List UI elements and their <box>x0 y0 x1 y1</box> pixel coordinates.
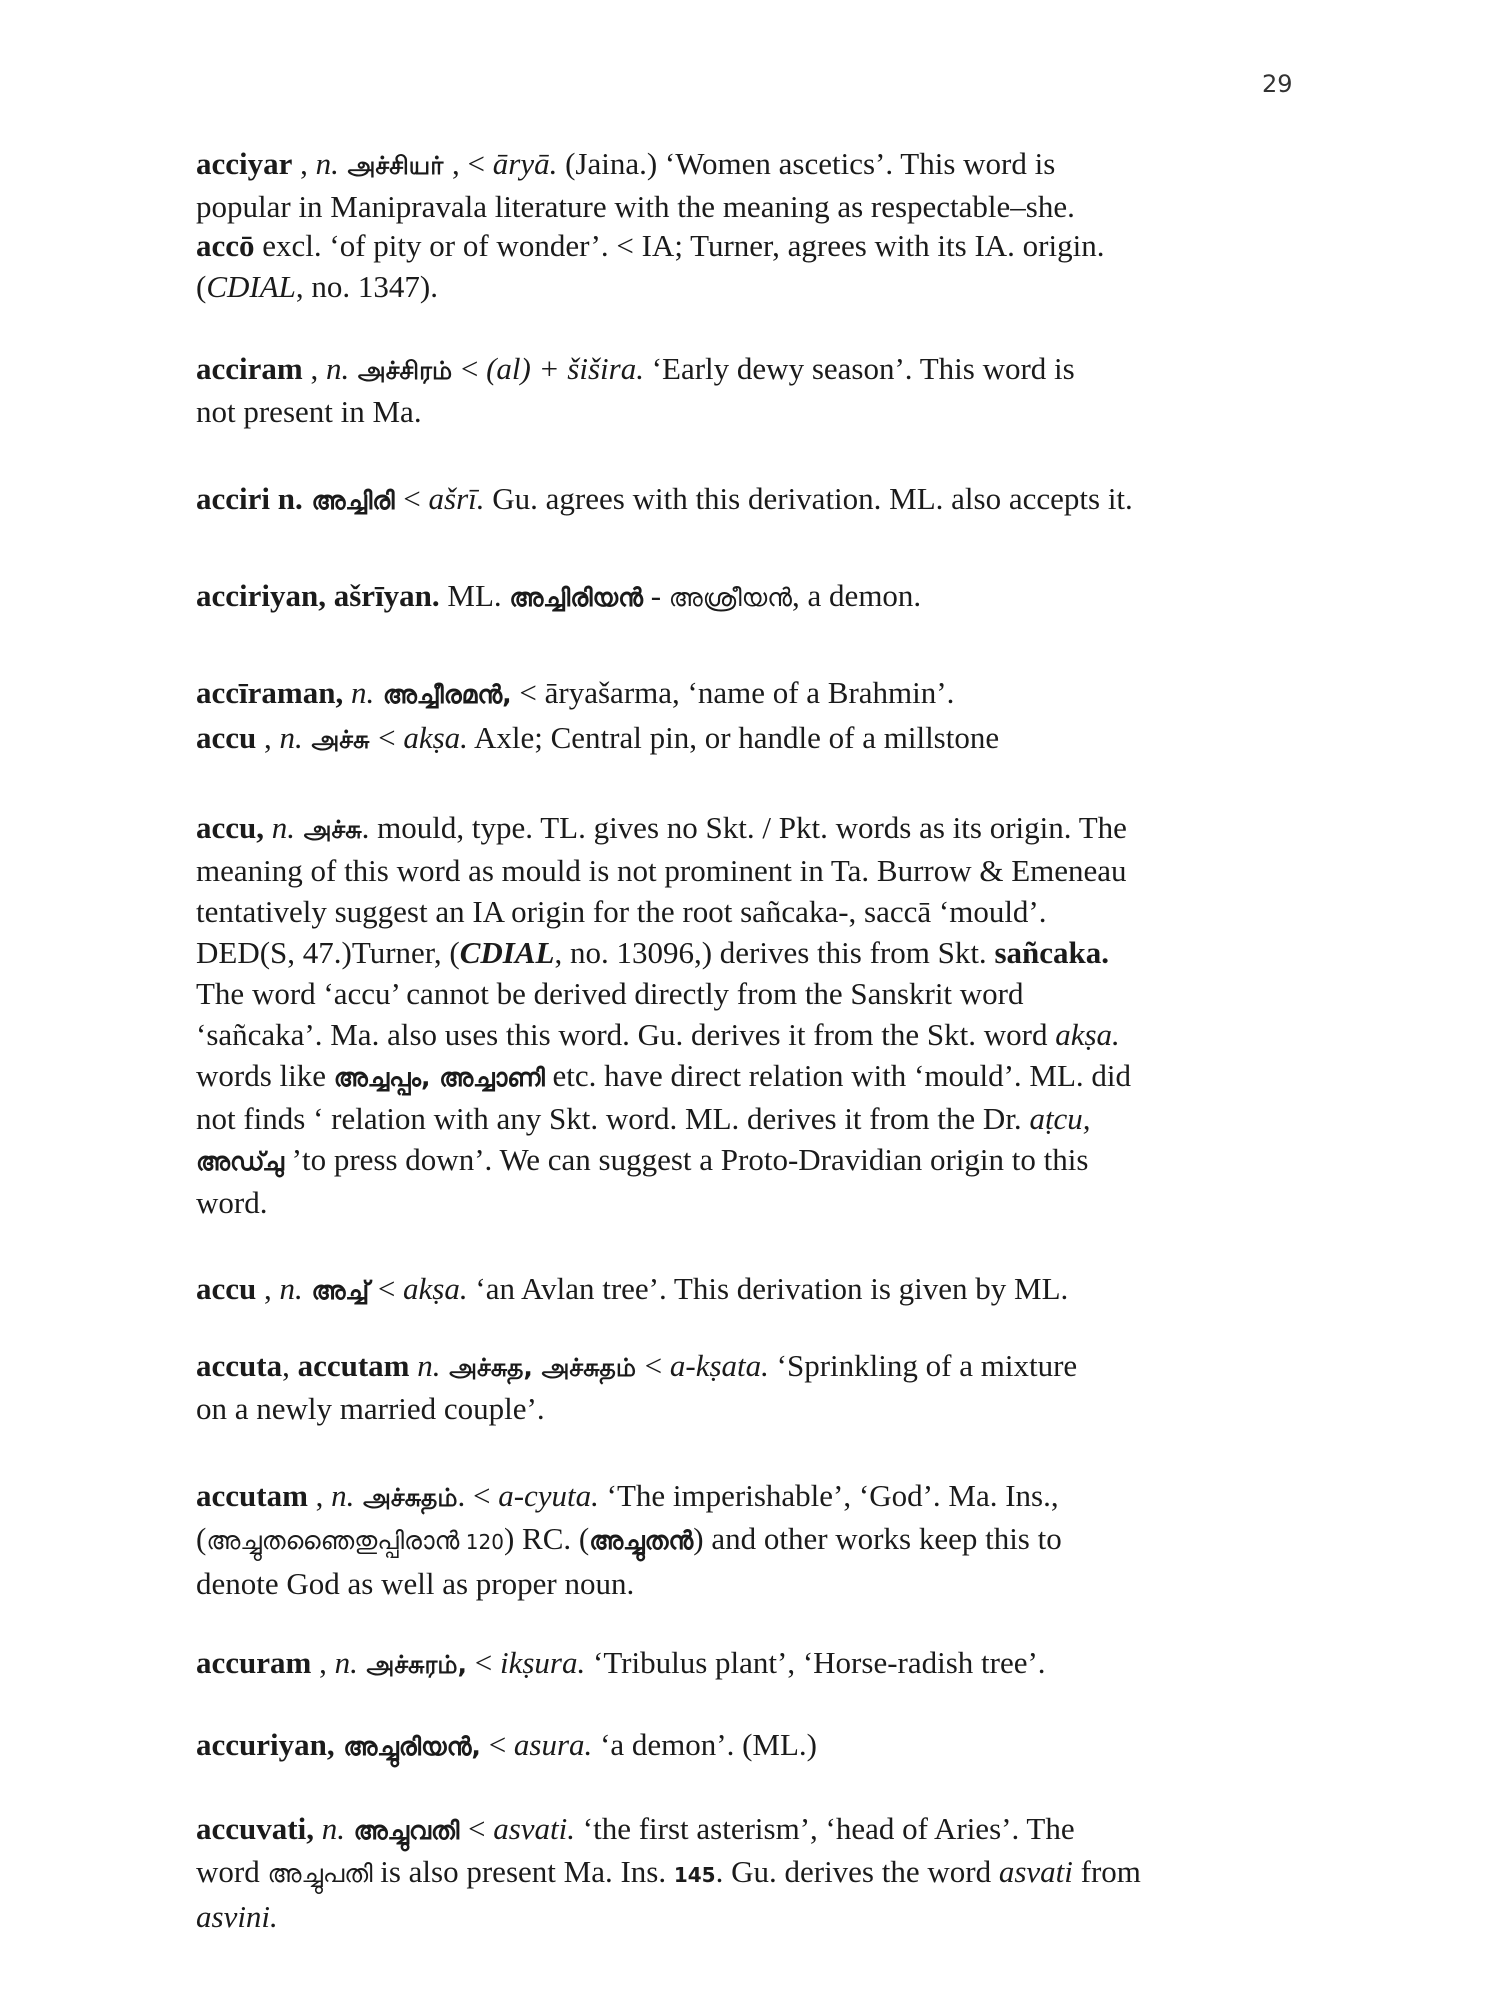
entry-line: denote God as well as proper noun. <box>196 1566 635 1601</box>
part-of-speech: n. <box>315 146 339 181</box>
entry-line: not present in Ma. <box>196 394 422 429</box>
text: , no. 1347). <box>295 269 438 304</box>
text: , <box>302 351 326 386</box>
text: is also present Ma. Ins. <box>372 1854 674 1889</box>
tamil-word: அச்சு <box>295 815 362 844</box>
text: < <box>644 1348 670 1383</box>
headword: accu <box>196 1271 257 1306</box>
text: word <box>196 1854 268 1889</box>
headword: accīraman, <box>196 675 344 710</box>
tamil-word: அச்சுத, அச்சுதம் <box>440 1353 645 1382</box>
headword: accuvati, <box>196 1811 314 1846</box>
malayalam-word: അച്ചിരിയൻ <box>509 583 643 612</box>
entry-line <box>196 1098 1326 1139</box>
reference-title: CDIAL <box>206 269 296 304</box>
source-word: a-cyuta. <box>498 1478 599 1513</box>
text: DED(S, 47.)Turner, ( <box>196 935 460 970</box>
entry-line <box>196 225 1326 266</box>
text: ( <box>196 269 207 304</box>
definition: ‘a demon’. (ML.) <box>592 1727 817 1762</box>
malayalam-word: അച്ചുപതി <box>267 1859 373 1888</box>
part-of-speech: n. <box>264 810 296 845</box>
entry-line <box>196 266 1326 307</box>
text: - <box>642 578 669 613</box>
text: ) RC. ( <box>503 1521 590 1556</box>
text: < <box>467 1811 494 1846</box>
definition: ‘the first asterism’, ‘head of Aries’. The <box>575 1811 1075 1846</box>
entry-line: tentatively suggest an IA origin for the root sañcaka-, saccā ‘mould’. <box>196 894 1047 929</box>
text: . Gu. derives the word <box>715 1854 999 1889</box>
headword: accuta <box>196 1348 283 1383</box>
text: < <box>377 1271 404 1306</box>
entry-line <box>196 717 1326 760</box>
headword: accu <box>196 720 257 755</box>
text: ) and other works keep this to <box>693 1521 1062 1556</box>
text: , <box>282 1348 298 1383</box>
entry-acco <box>196 225 1326 307</box>
entry-acciriyan <box>196 575 1326 618</box>
entry-line: meaning of this word as mould is not prominent in Ta. Burrow & Emeneau <box>196 853 1127 888</box>
entry-line <box>196 807 1326 850</box>
headword: accutam <box>297 1348 410 1383</box>
malayalam-word: അഡ്ചു <box>196 1147 284 1176</box>
definition: excl. ‘of pity or of wonder’. < IA; Turner, agrees with its IA. origin. <box>254 228 1105 263</box>
malayalam-word: അച്ചുരിയൻ, <box>334 1732 481 1761</box>
text: < <box>403 481 429 516</box>
source-word: akṣa. <box>1055 1017 1120 1052</box>
entry-line <box>196 1268 1326 1311</box>
part-of-speech: n. <box>279 720 303 755</box>
text: , <box>307 1478 332 1513</box>
part-of-speech: n. <box>325 351 350 386</box>
entry-line <box>196 143 1326 186</box>
headword: accō <box>196 228 255 263</box>
entry-line <box>196 1014 1326 1055</box>
headword: accu, <box>196 810 265 845</box>
definition: , a demon. <box>792 578 922 613</box>
part-of-speech: n. <box>334 1645 358 1680</box>
text: from <box>1072 1854 1141 1889</box>
text: . < <box>457 1478 499 1513</box>
entry-acciyar <box>196 143 1326 227</box>
entry-line <box>196 1724 1326 1767</box>
entry-line <box>196 1808 1326 1851</box>
tamil-word: அச்சுதம் <box>354 1483 458 1512</box>
headword: accuriyan, <box>196 1727 335 1762</box>
entry-line: The word ‘accu’ cannot be derived directly from the Sanskrit word <box>196 976 1024 1011</box>
part-of-speech: n. <box>279 1271 303 1306</box>
headword: acciram <box>196 351 303 386</box>
malayalam-word: അച്ചുതൻ <box>589 1526 694 1555</box>
source-word: asvini. <box>196 1899 278 1934</box>
entry-acciri <box>196 478 1326 521</box>
entry-line <box>196 478 1326 521</box>
part-of-speech: n. <box>343 675 375 710</box>
source-word: asura. <box>513 1727 593 1762</box>
source-word: (al) + šišira. <box>486 351 644 386</box>
malayalam-word: അച്ചിരി <box>302 486 404 515</box>
entry-line <box>196 1345 1326 1388</box>
entry-line <box>196 1851 1326 1896</box>
malayalam-word: അച്ചപ്പം, അച്ചാണി <box>333 1063 545 1092</box>
text: , <box>256 720 280 755</box>
definition: . mould, type. TL. gives no Skt. / Pkt. words as its origin. The <box>361 810 1127 845</box>
definition: (Jaina.) ‘Women ascetics’. This word is <box>557 146 1056 181</box>
headword: accutam <box>196 1478 308 1513</box>
definition: < āryašarma, ‘name of a Brahmin’. <box>511 675 955 710</box>
entry-line <box>196 1518 1326 1563</box>
entry-line <box>196 1475 1326 1518</box>
text: < <box>378 720 404 755</box>
text: ( <box>196 1521 207 1556</box>
source-word: ašrī. <box>428 481 485 516</box>
source-word: asvati. <box>493 1811 576 1846</box>
text: , <box>311 1645 335 1680</box>
entry-line: popular in Manipravala literature with the meaning as respectable–she. <box>196 189 1075 224</box>
definition: ‘The imperishable’, ‘God’. Ma. Ins., <box>598 1478 1059 1513</box>
text: ML. <box>439 578 510 613</box>
entry-line <box>196 932 1326 973</box>
entry-accutam <box>196 1475 1326 1604</box>
entry-accuram <box>196 1642 1326 1685</box>
inscription-number: 145 <box>673 1863 716 1887</box>
malayalam-word: അച്ചുതഞൈതുപ്പിരാൻ <box>206 1526 460 1555</box>
entry-acciram <box>196 348 1326 432</box>
text: ‘sañcaka’. Ma. also uses this word. Gu. derives it from the Skt. word <box>196 1017 1056 1052</box>
malayalam-word: അച്ച് <box>302 1276 378 1305</box>
entry-accu-mould <box>196 807 1326 1223</box>
text: , <box>292 146 316 181</box>
text: etc. have direct relation with ‘mould’. ML. did <box>544 1058 1132 1093</box>
definition: Axle; Central pin, or handle of a millstone <box>467 720 1000 755</box>
text: words like <box>196 1058 334 1093</box>
definition: ‘Sprinkling of a mixture <box>768 1348 1078 1383</box>
source-word: ikṣura. <box>500 1645 586 1680</box>
sanskrit-term: sañcaka. <box>994 935 1109 970</box>
source-word: akṣa. <box>403 720 468 755</box>
entry-line: word. <box>196 1185 268 1220</box>
headword: accuram <box>196 1645 312 1680</box>
text: < <box>460 351 487 386</box>
text: , < <box>452 146 493 181</box>
entry-line <box>196 1055 1326 1098</box>
entry-accu-axle <box>196 717 1326 760</box>
text: < <box>467 1645 500 1680</box>
reference-title: CDIAL <box>459 935 555 970</box>
definition: ‘an Avlan tree’. This derivation is given by ML. <box>467 1271 1069 1306</box>
headword: acciriyan, ašrīyan. <box>196 578 440 613</box>
malayalam-word: അച്ചുവതി <box>344 1816 468 1845</box>
entry-line <box>196 1896 1326 1937</box>
text: , no. 13096,) derives this from Skt. <box>554 935 995 970</box>
source-word: asvati <box>998 1854 1073 1889</box>
malayalam-word: അശ്രീയൻ <box>668 583 793 612</box>
entry-line <box>196 1642 1326 1685</box>
headword: acciri n. <box>196 481 303 516</box>
tamil-word: அச்சு <box>302 725 379 754</box>
entry-accuta <box>196 1345 1326 1429</box>
entry-line <box>196 1139 1326 1182</box>
source-word: akṣa. <box>403 1271 468 1306</box>
part-of-speech: n. <box>313 1811 345 1846</box>
entry-acciraman <box>196 672 1326 715</box>
text: ’to press down’. We can suggest a Proto-Dravidian origin to this <box>283 1142 1089 1177</box>
text: , <box>256 1271 280 1306</box>
tamil-word: அச்சியர் <box>338 151 453 180</box>
source-word: aṭcu, <box>1029 1101 1091 1136</box>
tamil-word: அச்சுரம், <box>357 1650 468 1679</box>
entry-accuriyan <box>196 1724 1326 1767</box>
tamil-word: அச்சிரம் <box>349 356 461 385</box>
definition: ‘Early dewy season’. This word is <box>643 351 1075 386</box>
entry-line <box>196 672 1326 715</box>
source-word: āryā. <box>492 146 558 181</box>
inscription-number: 120 <box>459 1530 504 1554</box>
entry-line <box>196 348 1326 391</box>
definition: Gu. agrees with this derivation. ML. also accepts it. <box>484 481 1133 516</box>
headword: acciyar <box>196 146 293 181</box>
entry-line <box>196 575 1326 618</box>
part-of-speech: n. <box>409 1348 441 1383</box>
entry-accu-tree <box>196 1268 1326 1311</box>
text: < <box>480 1727 514 1762</box>
part-of-speech: n. <box>331 1478 355 1513</box>
page-number: 29 <box>1262 70 1293 98</box>
malayalam-word: അച്ചീരമൻ, <box>374 680 512 709</box>
definition: ‘Tribulus plant’, ‘Horse-radish tree’. <box>585 1645 1046 1680</box>
entry-line: on a newly married couple’. <box>196 1391 545 1426</box>
entry-accuvati <box>196 1808 1326 1937</box>
text: not finds ‘ relation with any Skt. word. ML. derives it from the Dr. <box>196 1101 1030 1136</box>
source-word: a-kṣata. <box>669 1348 769 1383</box>
